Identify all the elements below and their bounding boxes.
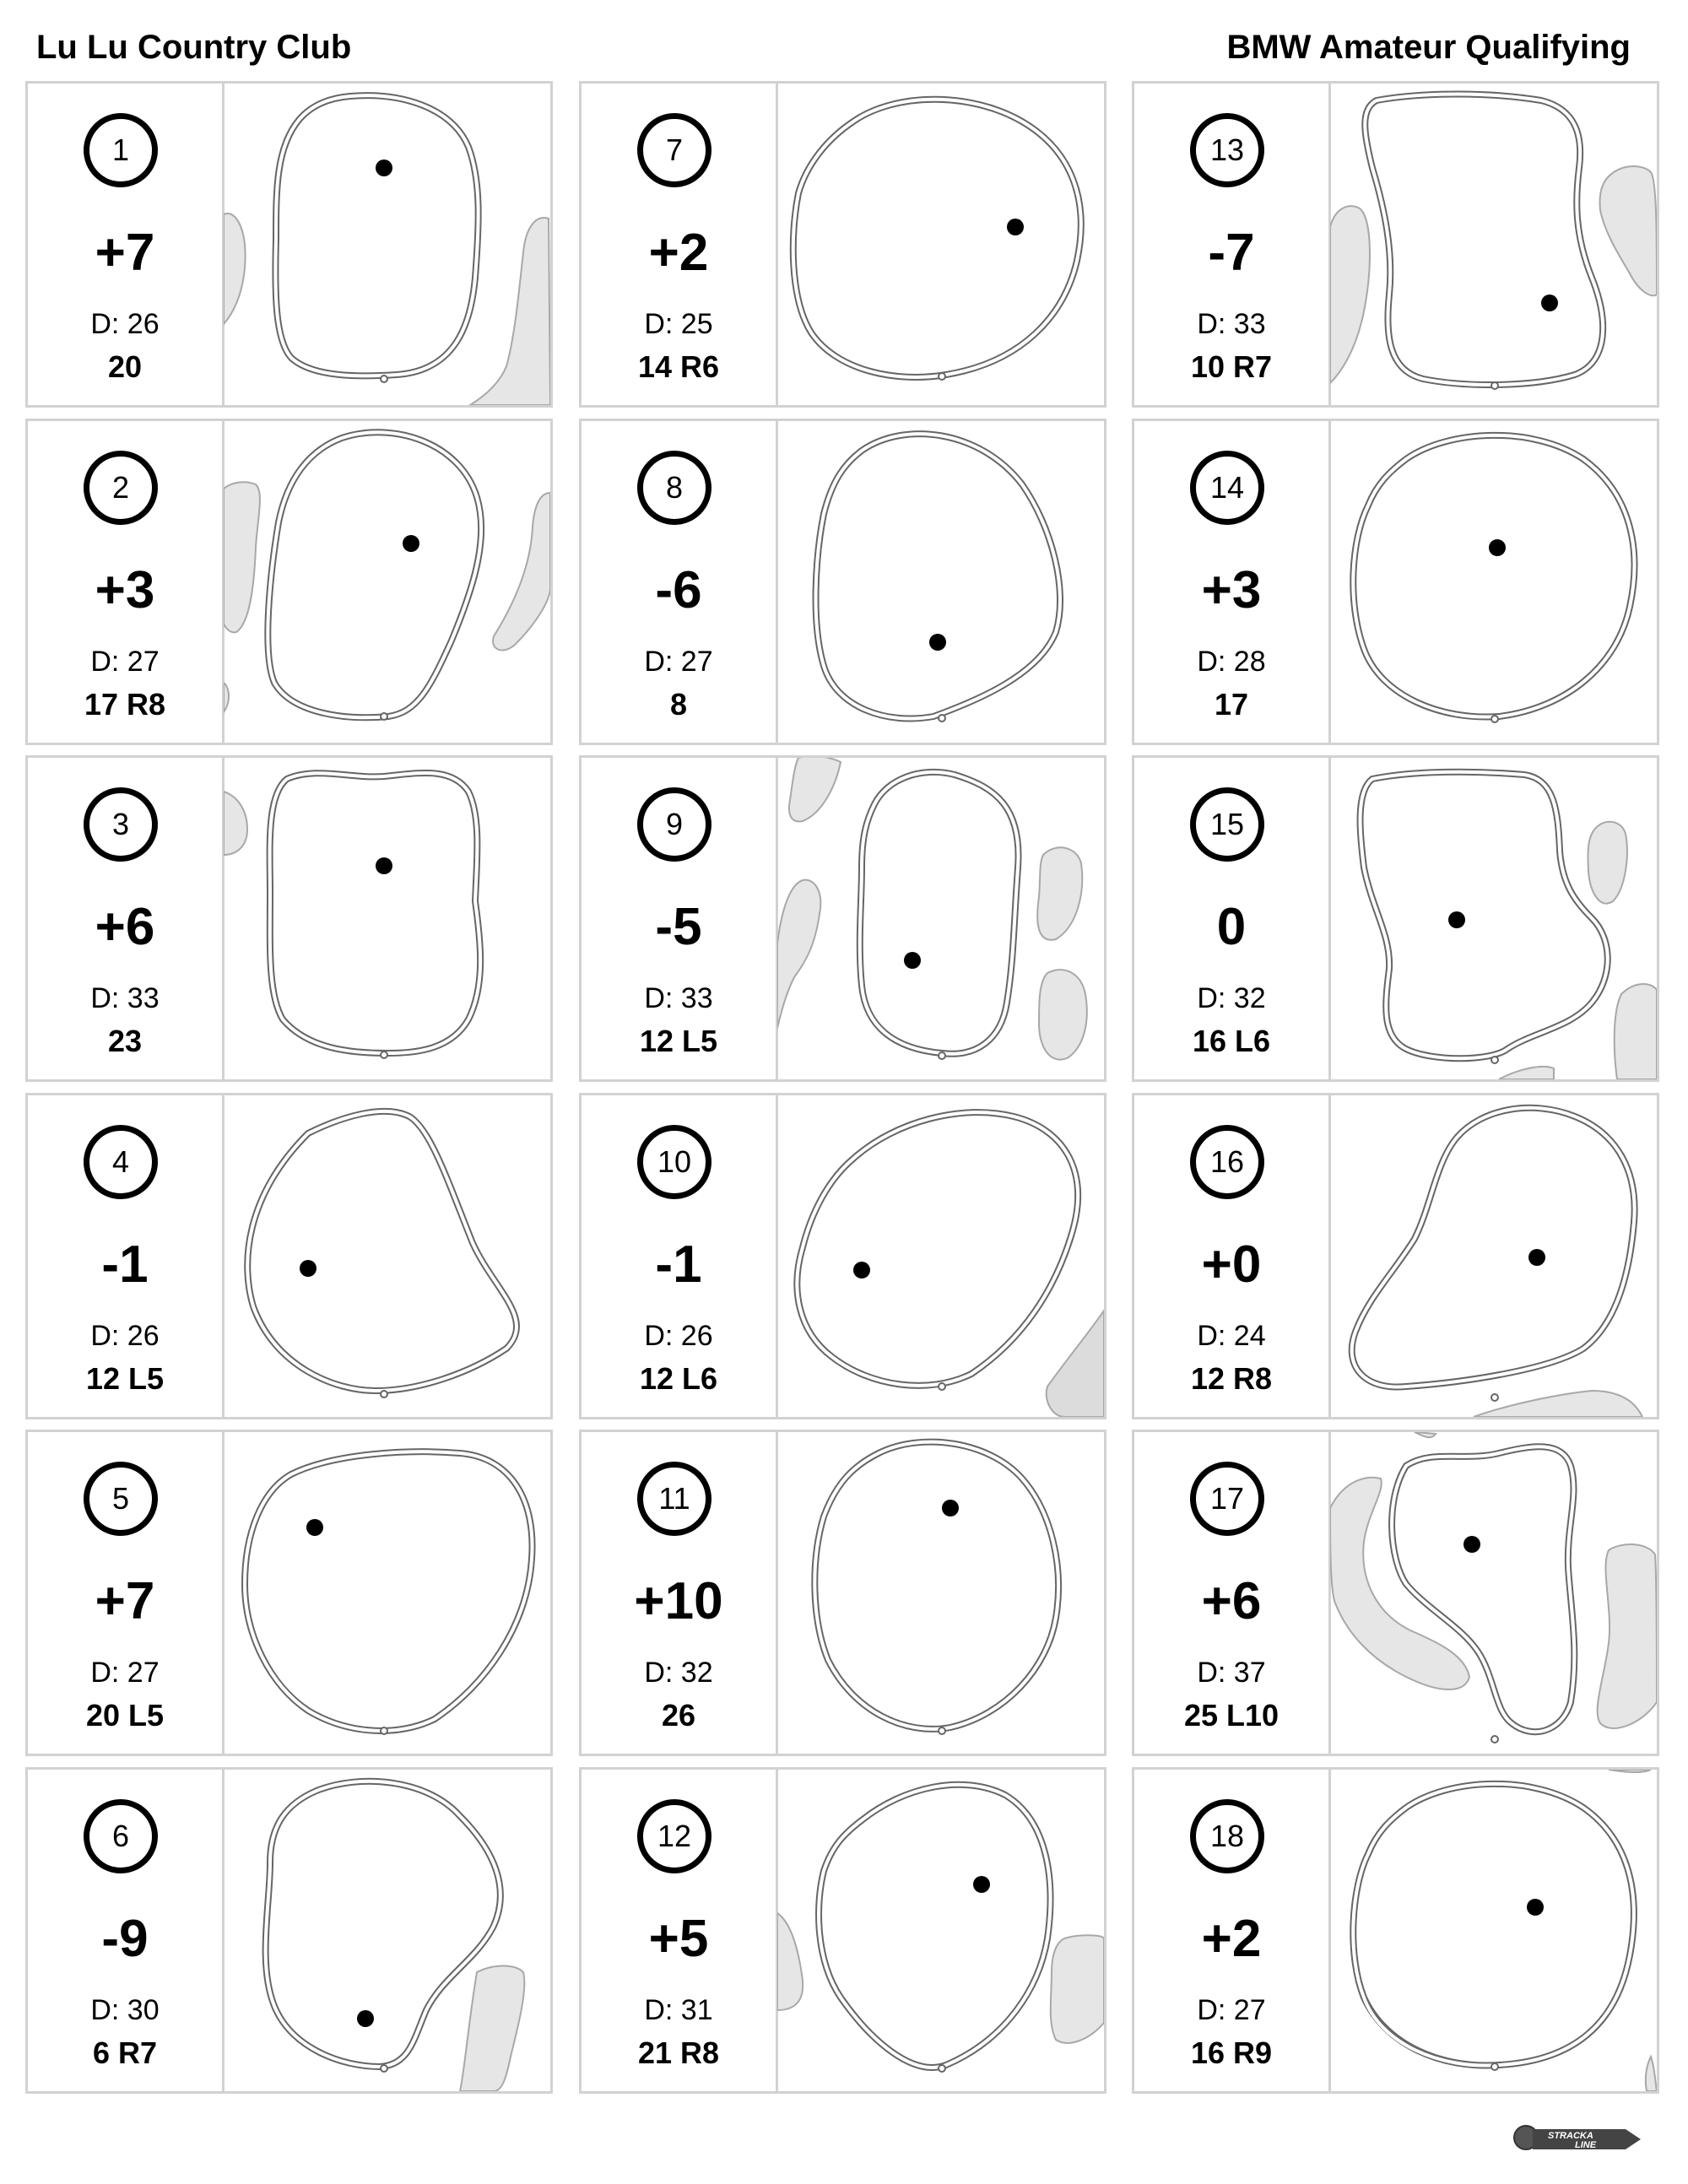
bunker [1598, 1544, 1657, 1728]
green-depth: D: 27 [1197, 1994, 1266, 2026]
hole-card-16 [1132, 1093, 1659, 1419]
pin-location [376, 159, 392, 176]
bunker [224, 214, 246, 324]
hole-score: -5 [655, 898, 702, 956]
green-diagram [777, 84, 1104, 405]
pin-position: 14 R6 [637, 349, 720, 384]
green-depth: D: 33 [90, 982, 160, 1014]
bunker [777, 880, 820, 1028]
front-marker [381, 1051, 387, 1058]
bunker [224, 683, 229, 712]
hole-info [582, 1432, 778, 1754]
pin-location [973, 1876, 990, 1893]
course-name: Lu Lu Country Club [36, 29, 352, 66]
bunker [1499, 1067, 1554, 1079]
green-outline [1352, 1108, 1635, 1387]
pin-position: 23 [107, 1024, 143, 1058]
hole-number-circle: 18 [1190, 1799, 1264, 1873]
hole-score: -1 [101, 1235, 149, 1294]
pin-position: 12 L5 [85, 1361, 165, 1396]
hole-info [28, 421, 225, 743]
green-depth: D: 27 [90, 1657, 160, 1689]
pin-location [1541, 295, 1558, 311]
pin-location [1448, 911, 1465, 928]
pin-position: 20 [107, 349, 143, 384]
green-diagram [224, 758, 550, 1079]
hole-card-2 [25, 419, 553, 745]
green-outline [1361, 772, 1608, 1059]
green-diagram [1330, 84, 1657, 405]
pin-position: 16 L6 [1192, 1024, 1271, 1058]
hole-score: +6 [95, 898, 155, 956]
green-depth: D: 28 [1197, 646, 1266, 678]
green-outline [270, 773, 481, 1053]
hole-score: +7 [95, 224, 155, 282]
front-marker [381, 376, 387, 382]
bunker [1330, 1478, 1469, 1689]
pin-position: 17 [1214, 687, 1249, 722]
green-diagram [777, 1432, 1104, 1754]
hole-score: -6 [655, 561, 702, 619]
bunker [1599, 166, 1657, 295]
green-depth: D: 26 [90, 308, 160, 340]
hole-card-6 [25, 1767, 553, 2094]
hole-score: -1 [655, 1235, 702, 1294]
pin-location [1527, 1899, 1544, 1916]
green-diagram [224, 84, 550, 405]
front-marker [1491, 382, 1498, 389]
hole-card-13 [1132, 81, 1659, 408]
green-depth: D: 30 [90, 1994, 160, 2026]
hole-number-circle: 11 [637, 1462, 711, 1536]
hole-card-14 [1132, 419, 1659, 745]
pin-position: 12 L5 [639, 1024, 718, 1058]
pin-location [904, 952, 921, 969]
hole-score: +7 [95, 1572, 155, 1630]
pin-location [1489, 539, 1506, 556]
green-outline [245, 1451, 533, 1731]
bunker [460, 1966, 524, 2092]
logo-text-top: STRACKA [1548, 2131, 1593, 2141]
hole-card-17 [1132, 1430, 1659, 1756]
hole-card-5 [25, 1430, 553, 1756]
hole-number-circle: 17 [1190, 1462, 1264, 1536]
pin-location [853, 1262, 870, 1279]
bunker [777, 1913, 803, 2010]
front-marker [939, 1052, 945, 1059]
hole-info [1134, 1095, 1331, 1417]
bunker [1646, 2057, 1657, 2091]
hole-info [28, 1432, 225, 1754]
hole-number-circle: 1 [84, 113, 158, 187]
pin-position: 25 L10 [1183, 1698, 1280, 1733]
hole-number-circle: 16 [1190, 1125, 1264, 1199]
hole-info [28, 1095, 225, 1417]
green-diagram [1330, 1432, 1657, 1754]
hole-info [1134, 421, 1331, 743]
hole-number-circle: 12 [637, 1799, 711, 1873]
hole-card-1 [25, 81, 553, 408]
hole-score: -7 [1208, 224, 1255, 282]
green-diagram [777, 421, 1104, 743]
green-outline [266, 1781, 500, 2067]
hole-info [1134, 84, 1331, 405]
green-diagram [777, 1095, 1104, 1417]
hole-number-circle: 7 [637, 113, 711, 187]
hole-score: +3 [1201, 561, 1262, 619]
front-marker [939, 715, 945, 722]
logo-text-bottom: LINE [1575, 2140, 1597, 2150]
green-diagram [1330, 421, 1657, 743]
hole-card-18 [1132, 1767, 1659, 2094]
hole-score: -9 [101, 1910, 149, 1968]
hole-card-3 [25, 755, 553, 1082]
green-diagram [1330, 1095, 1657, 1417]
hole-number-circle: 13 [1190, 113, 1264, 187]
pin-position: 26 [661, 1698, 696, 1733]
pin-location [929, 634, 946, 651]
bunker [1039, 970, 1087, 1059]
green-depth: D: 27 [644, 646, 713, 678]
front-marker [1491, 1736, 1498, 1743]
green-outline [268, 432, 481, 717]
green-depth: D: 37 [1197, 1657, 1266, 1689]
hole-info [582, 84, 778, 405]
pin-position: 10 R7 [1190, 349, 1273, 384]
green-depth: D: 33 [1197, 308, 1266, 340]
hole-number-circle: 9 [637, 787, 711, 862]
green-outline [793, 100, 1081, 377]
pin-location [1463, 1536, 1480, 1553]
pin-position: 8 [669, 687, 688, 722]
green-diagram [777, 1770, 1104, 2091]
green-outline [1353, 1784, 1634, 2066]
hole-number-circle: 5 [84, 1462, 158, 1536]
front-marker [939, 2065, 945, 2072]
pin-location [1007, 219, 1024, 235]
hole-info [1134, 758, 1331, 1079]
stracka-line-logo [1507, 2114, 1642, 2156]
green-depth: D: 32 [1197, 982, 1266, 1014]
green-depth: D: 31 [644, 1994, 713, 2026]
bunker [224, 482, 260, 632]
hole-score: +5 [648, 1910, 709, 1968]
bunker [789, 758, 841, 821]
green-diagram [1330, 1770, 1657, 2091]
green-outline [816, 434, 1061, 718]
bunker [1330, 206, 1370, 383]
green-outline [797, 1112, 1078, 1386]
hole-score: +10 [634, 1572, 723, 1630]
green-diagram [224, 1770, 550, 2091]
green-outline [1392, 1446, 1574, 1732]
green-diagram [777, 758, 1104, 1079]
green-diagram [224, 1432, 550, 1754]
front-marker [381, 2065, 387, 2072]
hole-card-8 [579, 419, 1106, 745]
hole-info [1134, 1770, 1331, 2091]
pin-location [376, 857, 392, 874]
hole-score: +2 [648, 224, 709, 282]
green-diagram [1330, 758, 1657, 1079]
pin-location [357, 2010, 374, 2027]
green-depth: D: 33 [644, 982, 713, 1014]
hole-card-11 [579, 1430, 1106, 1756]
front-marker [1491, 716, 1498, 722]
pin-position: 6 R7 [92, 2035, 158, 2070]
hole-score: +6 [1201, 1572, 1262, 1630]
hole-info [582, 1095, 778, 1417]
hole-info [582, 421, 778, 743]
hole-info [28, 84, 225, 405]
hole-card-15 [1132, 755, 1659, 1082]
hole-info [1134, 1432, 1331, 1754]
pin-position: 12 L6 [639, 1361, 718, 1396]
hole-card-10 [579, 1093, 1106, 1419]
hole-number-circle: 3 [84, 787, 158, 862]
hole-info [582, 758, 778, 1079]
pin-location [942, 1500, 959, 1516]
front-marker [939, 373, 945, 380]
bunker [1615, 984, 1657, 1079]
green-outline [860, 772, 1019, 1054]
hole-number-circle: 2 [84, 451, 158, 525]
green-depth: D: 24 [1197, 1320, 1266, 1352]
pin-location [300, 1260, 316, 1277]
bunker [1588, 822, 1626, 904]
hole-number-circle: 8 [637, 451, 711, 525]
hole-card-7 [579, 81, 1106, 408]
green-depth: D: 26 [90, 1320, 160, 1352]
bunker [224, 792, 247, 855]
pin-position: 12 R8 [1190, 1361, 1273, 1396]
pin-position: 21 R8 [637, 2035, 720, 2070]
pin-location [1528, 1249, 1545, 1266]
hole-card-12 [579, 1767, 1106, 2094]
event-name: BMW Amateur Qualifying [1226, 29, 1631, 66]
green-diagram [224, 421, 550, 743]
front-marker [1491, 1394, 1498, 1401]
green-outline [1365, 95, 1603, 385]
front-marker [939, 1727, 945, 1734]
green-depth: D: 26 [644, 1320, 713, 1352]
hole-score: +0 [1201, 1235, 1262, 1294]
hole-score: 0 [1216, 898, 1247, 956]
bunker [1051, 1935, 1104, 2043]
bunker [470, 218, 550, 405]
pin-position: 20 L5 [85, 1698, 165, 1733]
pin-location [403, 535, 419, 552]
front-marker [939, 1383, 945, 1390]
bunker [1037, 847, 1082, 939]
hole-number-circle: 10 [637, 1125, 711, 1199]
front-marker [1491, 1057, 1498, 1063]
pin-location [306, 1519, 323, 1536]
hole-card-4 [25, 1093, 553, 1419]
hole-number-circle: 14 [1190, 451, 1264, 525]
hole-number-circle: 4 [84, 1125, 158, 1199]
bunker [1047, 1311, 1104, 1417]
pin-position: 16 R9 [1190, 2035, 1273, 2070]
green-depth: D: 25 [644, 308, 713, 340]
front-marker [1491, 2063, 1498, 2070]
bunker [1415, 1432, 1436, 1437]
hole-number-circle: 15 [1190, 787, 1264, 862]
hole-info [28, 1770, 225, 2091]
hole-card-9 [579, 755, 1106, 1082]
bunker [493, 493, 550, 651]
green-diagram [224, 1095, 550, 1417]
front-marker [381, 1391, 387, 1397]
hole-info [582, 1770, 778, 2091]
front-marker [381, 1727, 387, 1734]
green-depth: D: 32 [644, 1657, 713, 1689]
front-marker [381, 713, 387, 720]
green-depth: D: 27 [90, 646, 160, 678]
hole-score: +2 [1201, 1910, 1262, 1968]
hole-number-circle: 6 [84, 1799, 158, 1873]
hole-score: +3 [95, 561, 155, 619]
bunker [1474, 1391, 1642, 1417]
green-outline [275, 95, 478, 376]
pin-position: 17 R8 [84, 687, 166, 722]
hole-info [28, 758, 225, 1079]
bunker [1609, 1770, 1651, 1772]
